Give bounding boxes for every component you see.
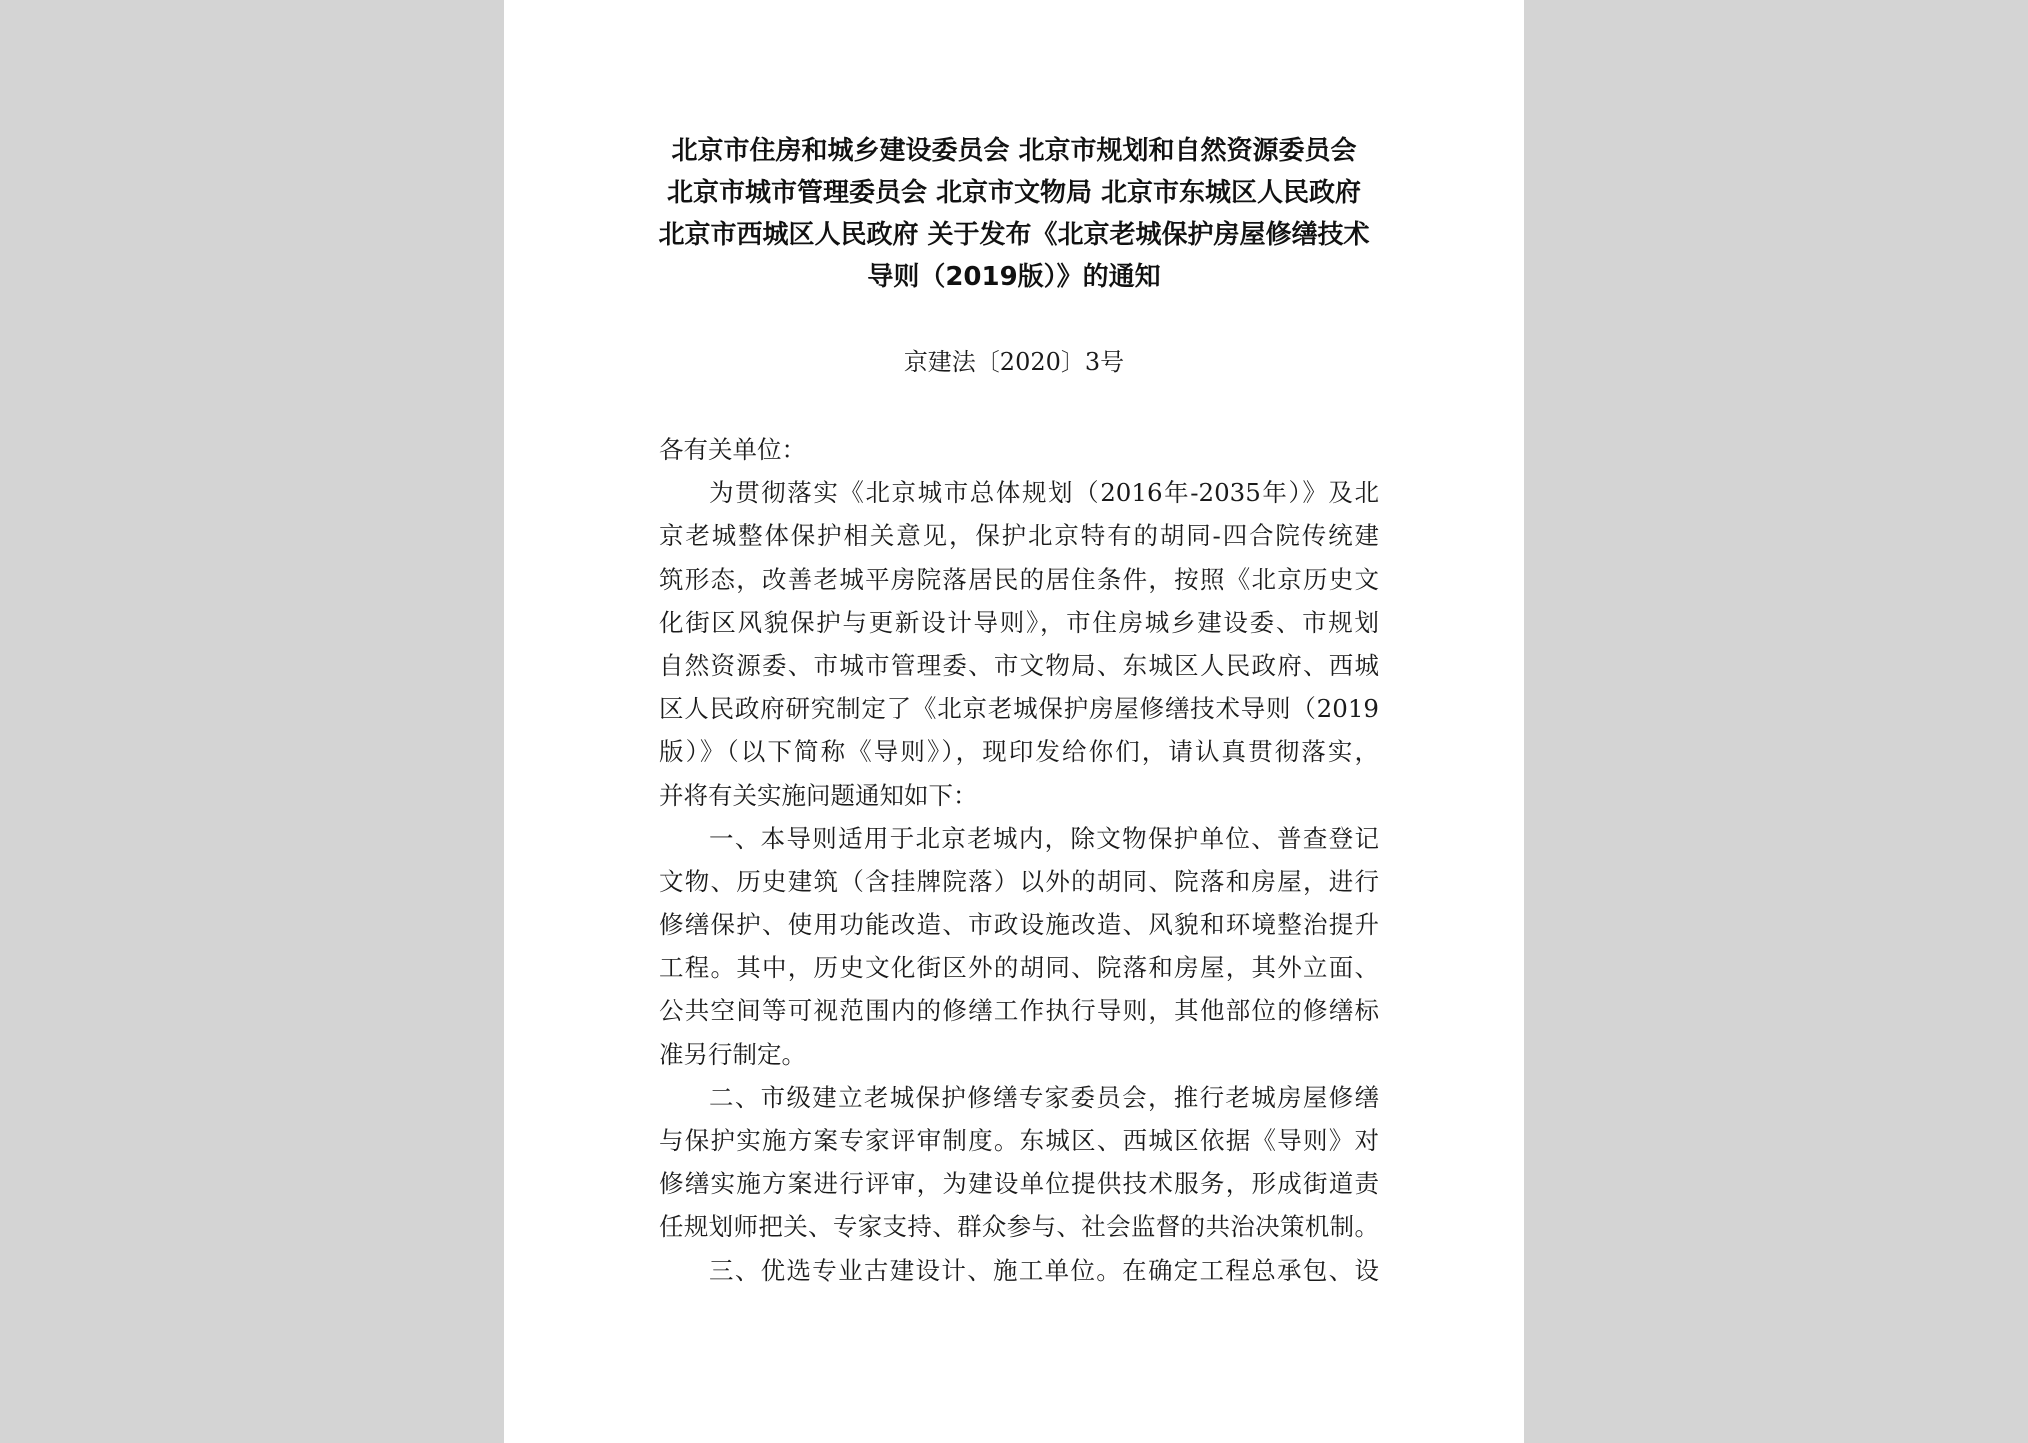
title-line: 导则（2019版）》的通知 bbox=[867, 262, 1161, 292]
body-line: 修缮实施方案进行评审，为建设单位提供技术服务，形成街道责 bbox=[659, 1169, 1379, 1199]
body-line: 化街区风貌保护与更新设计导则》，市住房城乡建设委、市规划 bbox=[659, 607, 1379, 637]
title-line: 北京市西城区人民政府 关于发布《北京老城保护房屋修缮技术 bbox=[658, 220, 1370, 250]
document-body bbox=[659, 428, 1379, 1292]
document-page bbox=[504, 0, 1524, 1443]
body-line: 文物、历史建筑（含挂牌院落）以外的胡同、院落和房屋，进行 bbox=[659, 866, 1379, 896]
body-line: 版）》（以下简称《导则》），现印发给你们，请认真贯彻落实， bbox=[659, 737, 1379, 767]
body-line: 筑形态，改善老城平房院落居民的居住条件，按照《北京历史文 bbox=[659, 564, 1379, 594]
title-line: 北京市城市管理委员会 北京市文物局 北京市东城区人民政府 bbox=[666, 178, 1362, 208]
body-line: 工程。其中，历史文化街区外的胡同、院落和房屋，其外立面、 bbox=[659, 953, 1379, 983]
body-line: 二、市级建立老城保护修缮专家委员会，推行老城房屋修缮 bbox=[709, 1082, 1379, 1112]
document-title bbox=[504, 130, 1524, 298]
body-line: 一、本导则适用于北京老城内，除文物保护单位、普查登记 bbox=[709, 823, 1379, 853]
body-line: 为贯彻落实《北京城市总体规划（2016年-2035年）》及北 bbox=[709, 478, 1379, 508]
body-line: 京老城整体保护相关意见，保护北京特有的胡同-四合院传统建 bbox=[659, 521, 1379, 551]
body-line: 并将有关实施问题通知如下： bbox=[659, 780, 978, 810]
body-line: 三、优选专业古建设计、施工单位。在确定工程总承包、设 bbox=[709, 1255, 1379, 1285]
body-line: 与保护实施方案专家评审制度。东城区、西城区依据《导则》对 bbox=[659, 1126, 1379, 1155]
title-line: 北京市住房和城乡建设委员会 北京市规划和自然资源委员会 bbox=[671, 136, 1357, 166]
body-line: 修缮保护、使用功能改造、市政设施改造、风貌和环境整治提升 bbox=[659, 910, 1379, 940]
salutation: 各有关单位： bbox=[659, 435, 806, 464]
body-line: 公共空间等可视范围内的修缮工作执行导则，其他部位的修缮标 bbox=[659, 996, 1379, 1026]
document-number: 京建法〔2020〕3号 bbox=[903, 348, 1125, 376]
body-line: 准另行制定。 bbox=[659, 1039, 806, 1069]
body-line: 任规划师把关、专家支持、群众参与、社会监督的共治决策机制。 bbox=[659, 1212, 1379, 1242]
body-line: 区人民政府研究制定了《北京老城保护房屋修缮技术导则（2019 bbox=[659, 694, 1379, 724]
body-line: 自然资源委、市城市管理委、市文物局、东城区人民政府、西城 bbox=[659, 650, 1379, 680]
